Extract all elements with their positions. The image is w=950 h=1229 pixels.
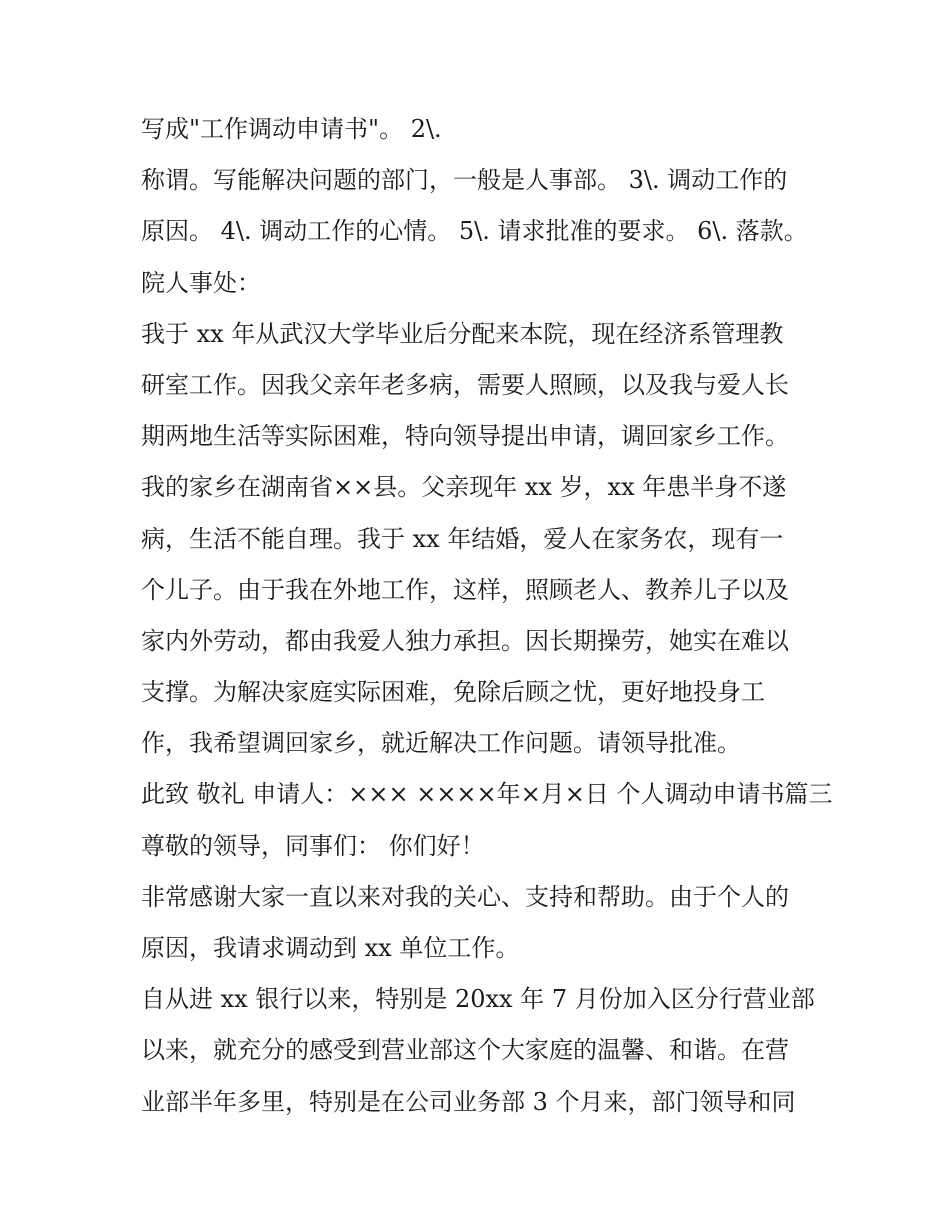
text-line: 原因，我请求调动到 xx 单位工作。	[141, 934, 520, 962]
text-line: 支撑。为解决家庭实际困难，免除后顾之忧，更好地投身工	[141, 678, 765, 707]
text-line: 原因。 4\. 调动工作的心情。 5\. 请求批准的要求。 6\. 落款。	[141, 217, 808, 246]
text-line: 家内外劳动，都由我爱人独力承担。因长期操劳，她实在难以	[141, 626, 789, 655]
text-line: 尊敬的领导，同事们： 你们好！	[141, 831, 485, 860]
text-line: 我的家乡在湖南省××县。父亲现年 xx 岁，xx 年患半身不遂	[141, 473, 787, 502]
text-line: 以来，就充分的感受到营业部这个大家庭的温馨、和谐。在营	[141, 1036, 789, 1065]
text-line: 作，我希望调回家乡，就近解决工作问题。请领导批准。	[141, 729, 741, 758]
text-line: 称谓。写能解决问题的部门，一般是人事部。 3\. 调动工作的	[141, 166, 788, 195]
text-line: 业部半年多里，特别是在公司业务部 3 个月来，部门领导和同	[141, 1087, 796, 1116]
text-line: 院人事处：	[141, 268, 261, 297]
text-line: 个儿子。由于我在外地工作，这样，照顾老人、教养儿子以及	[141, 575, 789, 604]
text-line: 期两地生活等实际困难，特向领导提出申请，调回家乡工作。	[141, 422, 789, 451]
body-text	[141, 104, 831, 1128]
text-line: 此致 敬礼 申请人：××× ××××年×月×日 个人调动申请书篇三	[141, 780, 833, 809]
text-line: 非常感谢大家一直以来对我的关心、支持和帮助。由于个人的	[141, 882, 789, 911]
text-line: 病，生活不能自理。我于 xx 年结婚，爱人在家务农，现有一	[141, 524, 784, 553]
text-line: 研室工作。因我父亲年老多病，需要人照顾，以及我与爱人长	[141, 370, 789, 399]
text-line: 我于 xx 年从武汉大学毕业后分配来本院，现在经济系管理教	[141, 319, 784, 348]
text-line: 自从进 xx 银行以来，特别是 20xx 年 7 月份加入区分行营业部	[141, 985, 815, 1014]
text-line: 写成"工作调动申请书"。 2\.	[141, 115, 442, 143]
